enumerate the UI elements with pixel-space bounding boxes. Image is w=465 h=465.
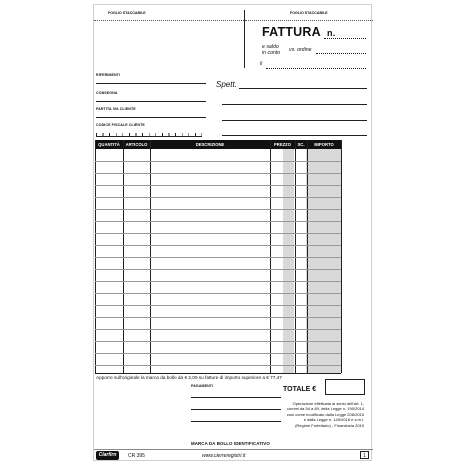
legal-note-line: e dalla Legge n. 145/2018 e s.m.i. [303,417,364,423]
consegna-field[interactable] [96,101,206,102]
riferimenti-label: RIFERIMENTI [96,73,121,77]
conto-label: in conto [262,50,281,56]
table-row[interactable] [95,365,341,366]
table-row[interactable] [95,257,341,258]
price-shade [283,149,294,373]
tear-rule-right [245,20,373,21]
table-row[interactable] [95,353,341,354]
product-code: CR 395 [128,453,145,459]
tear-rule-left [94,20,244,21]
address-line-1[interactable] [222,104,367,105]
spett-label: Spett. [216,80,237,89]
address-line-2[interactable] [222,120,367,121]
table-row[interactable] [95,329,341,330]
totale-label: TOTALE € [283,386,317,393]
legal-note-line: (Regime Forfettario) - Finanziaria 2019 [295,422,364,428]
header-divider [244,10,245,68]
brand-logo: Clarfirn [96,451,119,460]
table-row[interactable] [95,209,341,210]
table-row[interactable] [95,293,341,294]
partita-iva-field[interactable] [96,117,206,118]
date-prefix: li [260,61,263,67]
order-label: vs. ordine [289,47,312,53]
pagamenti-field-2[interactable] [191,409,281,410]
table-header [95,140,341,149]
invoice-number-label: n. [327,28,336,38]
table-row[interactable] [95,341,341,342]
partita-iva-label: PARTITA IVA CLIENTE [96,107,136,111]
legal-note-line: commi da 54 a 89, della Legge n. 190/2014 [287,406,364,412]
website: www.cierreregistri.it [202,453,246,459]
invoice-form [93,4,372,461]
totale-field[interactable] [325,379,365,395]
table-row[interactable] [95,197,341,198]
marca-bollo-label: MARCA DA BOLLO IDENTIFICATIVO [191,441,270,446]
footer-rule [94,449,373,450]
table-row[interactable] [95,221,341,222]
invoice-title [262,25,335,39]
col-header-quantita: QUANTITÀ [98,142,120,147]
col-header-prezzo: PREZZO [274,142,291,147]
consegna-label: CONSEGNA [96,91,118,95]
table-row[interactable] [95,281,341,282]
importo-shade [306,149,341,373]
table-row[interactable] [95,173,341,174]
invoice-title-word: FATTURA [262,25,321,39]
codice-fiscale-label: CODICE FISCALE CLIENTE [96,123,145,127]
page-number: 1 [360,451,369,459]
legal-note-line: Operazione effettuata ai sensi dell'art. 1, [292,401,364,406]
table-row[interactable] [95,245,341,246]
address-line-3[interactable] [222,135,367,136]
table-row[interactable] [95,233,341,234]
invoice-number-field[interactable] [324,38,366,39]
pagamenti-field-3[interactable] [191,421,281,422]
table-row[interactable] [95,305,341,306]
spett-field[interactable] [239,88,367,89]
table-row[interactable] [95,269,341,270]
riferimenti-field[interactable] [96,83,206,84]
pagamenti-label: PAGAMENTI [191,384,214,388]
legal-note-line: così come modificato dalla Legge 208/2015 [286,411,364,417]
date-field[interactable] [266,68,366,69]
col-header-articolo: ARTICOLO [125,142,148,147]
pagamenti-field-1[interactable] [191,397,281,398]
table-row[interactable] [95,185,341,186]
legal-note [284,401,364,428]
order-field[interactable] [316,53,366,54]
table-bottom-border [95,373,341,374]
tear-label-left: FOGLIO STACCABILE [108,11,146,15]
col-border-right [341,140,342,373]
tear-label-right: FOGLIO STACCABILE [290,11,328,15]
saldo-label: e saldo [262,44,279,50]
col-header-descrizione: DESCRIZIONE [195,142,225,147]
col-header-importo: IMPORTO [314,142,334,147]
table-row[interactable] [95,317,341,318]
table-row[interactable] [95,161,341,162]
codice-fiscale-boxes[interactable] [96,130,202,137]
col-header-sconto: SC. [297,142,305,147]
bollo-notice: Apporre sull'originale la marca da bollo da € 2,00 su fatture di importo superiore a € 77,47 [96,375,282,380]
